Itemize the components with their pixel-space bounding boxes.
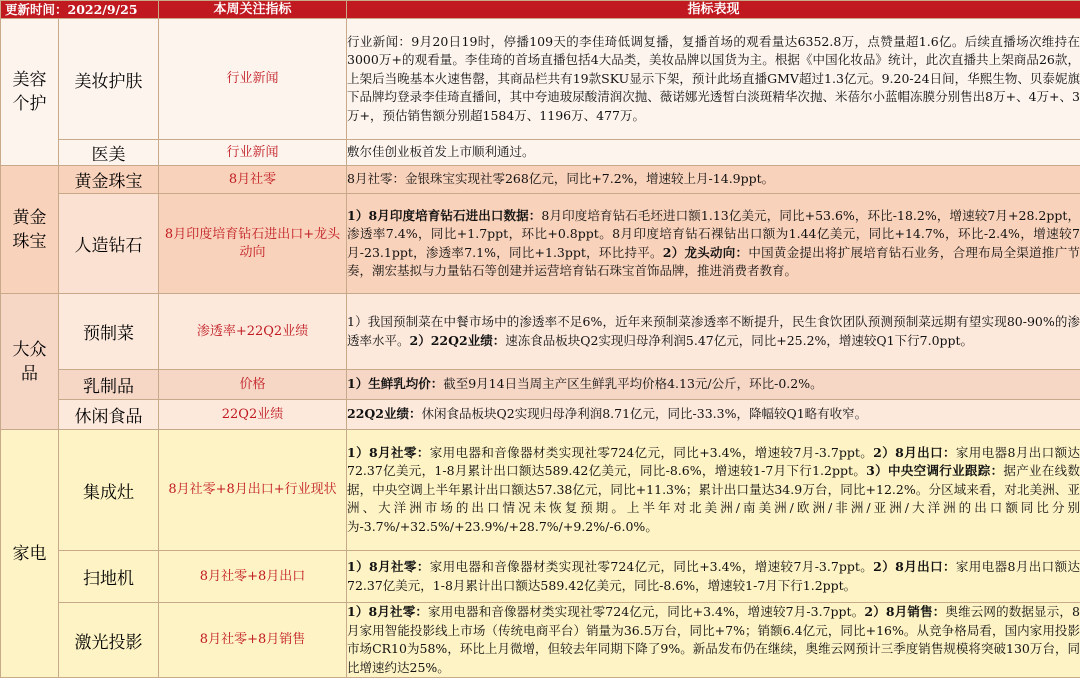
- row-dairy: [1, 370, 1080, 400]
- row-medical-aesthetics: [1, 140, 1080, 166]
- sector-mass-goods: 大众品: [1, 294, 59, 430]
- performance-cell: [347, 551, 1080, 603]
- header-row: [1, 1, 1080, 19]
- sector-appliances: 家电: [1, 430, 59, 678]
- indicator-cell: 8月社零+8月出口: [159, 551, 347, 603]
- performance-cell: [347, 370, 1080, 400]
- point-1-text: 1）我国预制菜在中餐市场中的渗透率不足6%，近年来预制菜渗透率不断提升，民生食饮团队预测预制菜远期有望实现80-90%的渗透率水平。: [347, 314, 1080, 348]
- indicator-cell: 价格: [159, 370, 347, 400]
- point-1-label: 22Q2业绩：: [347, 406, 422, 422]
- focus-indicator-header: 本周关注指标: [159, 1, 347, 19]
- indicator-cell: 渗透率+22Q2业绩: [159, 294, 347, 370]
- point-3-label: 3）中央空调行业跟踪：: [866, 463, 1004, 479]
- sector-beauty: 美容个护: [1, 19, 59, 166]
- point-2-text: 速冻食品板块Q2实现归母净利润5.47亿元，同比+25.2%，增速较Q1下行7.0ppt。: [505, 332, 974, 348]
- point-2-label: 2）8月出口：: [873, 444, 956, 460]
- sub-category-cell: 黄金珠宝: [59, 166, 159, 194]
- point-1-text: 8月印度培育钻石毛坯进口额1.13亿美元，同比+53.6%，环比-18.2%，增速较7月+28.2ppt，渗透率7.4%，同比+1.7ppt，环比+0.8ppt。8月印度培育钻石裸钻出口额为1.44亿美元，同比+14.7%，环比-2.4%，增速较7月-23.1ppt，渗透率7.1%，同比+1.3ppt，环比持平。: [347, 207, 1080, 260]
- row-integrated-stove: [1, 430, 1080, 551]
- row-prepared-dishes: [1, 294, 1080, 370]
- sub-category-cell: 扫地机: [59, 551, 159, 603]
- point-1-label: 1）8月社零：: [347, 604, 429, 619]
- sub-category-cell: 人造钻石: [59, 194, 159, 294]
- row-beauty-skincare: [1, 19, 1080, 140]
- indicator-cell: 8月印度培育钻石进出口+龙头动向: [159, 194, 347, 294]
- sector-jewelry: 黄金珠宝: [1, 166, 59, 294]
- row-gold-jewelry: [1, 166, 1080, 194]
- sub-category-cell: 医美: [59, 140, 159, 166]
- sub-category-cell: 预制菜: [59, 294, 159, 370]
- point-1-label: 1）生鲜乳均价：: [347, 376, 444, 392]
- point-1-text: 截至9月14日当周主产区生鲜乳平均价格4.13元/公斤，环比-0.2%。: [443, 376, 823, 392]
- indicator-cell: 行业新闻: [159, 19, 347, 140]
- performance-cell: 行业新闻：9月20日19时，停播109天的李佳琦低调复播，复播首场的观看量达6352.8万，点赞量超1.6亿。后续直播场次维持在3000万+的观看量。李佳琦的首场直播包括4大品类，美妆品牌以国货为主。根据《中国化妆品》统计，此次直播共上架商品26款，上架后当晚基本火速售罄，其商品栏共有19款SKU显示下架，预计此场直播GMV超过1.3亿元。9.20-24日间，华熙生物、贝泰妮旗下品牌均登录李佳琦直播间，其中夸迪玻尿酸清润次抛、薇诺娜光透皙白淡斑精华次抛、米蓓尔小蓝帽冻膜分别售出8万+、4万+、3万+，预估销售额分别超1584万、1196万、477万。: [347, 19, 1080, 140]
- point-2-label: 2）龙头动向：: [662, 244, 749, 260]
- point-2-text: 奥维云网的数据显示，8月家用智能投影线上市场（传统电商平台）销量为36.5万台，同比+7%；销额6.4亿元，同比+16%。从竞争格局看，国内家用投影市场CR10为58%，环比上月微增，但较去年同期下降了9%。新品发布仍在继续，奥维云网预计三季度销售规模将突破130万台，同比增速约达25%。: [347, 604, 1080, 675]
- performance-cell: [347, 400, 1080, 430]
- point-1-text: 休闲食品板块Q2实现归母净利润8.71亿元，同比-33.3%，降幅较Q1略有收窄。: [421, 406, 868, 422]
- point-2-text: 家用电器8月出口额达72.37亿美元，1-8月累计出口额达589.42亿美元，同比-8.6%，增速较1-7月下行1.2ppt。: [347, 444, 1080, 479]
- point-1-text: 家用电器和音像器材类实现社零724亿元，同比+3.4%，增速较7月-3.7ppt。: [429, 559, 874, 574]
- point-2-label: 2）22Q2业绩：: [409, 332, 506, 348]
- performance-cell: 敷尔佳创业板首发上市顺利通过。: [347, 140, 1080, 166]
- indicator-cell: 8月社零+8月出口+行业现状: [159, 430, 347, 551]
- performance-cell: [347, 294, 1080, 370]
- point-1-label: 1）8月社零：: [347, 444, 430, 460]
- point-2-text: 中国黄金提出将扩展培育钻石业务，合理布局全渠道推广节奏，潮宏基拟与力量钻石等创建并运营培育钻石珠宝首饰品牌，推进消费者教育。: [347, 244, 1080, 278]
- sub-category-cell: 激光投影: [59, 603, 159, 678]
- point-2-text: 家用电器8月出口额达72.37亿美元，1-8月累计出口额达589.42亿美元，同比-8.6%，增速较1-7月下行1.2ppt。: [347, 559, 1080, 593]
- performance-cell: 8月社零：金银珠宝实现社零268亿元，同比+7.2%，增速较上月-14.9ppt。: [347, 166, 1080, 194]
- point-1-text: 家用电器和音像器材类实现社零724亿元，同比+3.4%，增速较7月-3.7ppt。: [429, 444, 874, 460]
- row-laser-projection: [1, 603, 1080, 678]
- point-1-label: 1）8月社零：: [347, 559, 430, 574]
- sub-category-cell: 乳制品: [59, 370, 159, 400]
- point-3-text: 据产业在线数据，中央空调上半年累计出口额达57.38亿元，同比+11.3%；累计出口量达34.9万台，同比+12.2%。分区域来看，对北美洲、亚洲、大洋洲市场的出口情况未恢复预期。上半年对北美洲/南美洲/欧洲/非洲/亚洲/大洋洲的出口额同比分别为-3.7%/+32.5%/+23.9%/+28.7%/+9.2%/-6.0%。: [347, 463, 1080, 534]
- performance-cell: [347, 194, 1080, 294]
- performance-header: 指标表现: [347, 1, 1080, 19]
- indicator-cell: 行业新闻: [159, 140, 347, 166]
- row-robot-vacuum: [1, 551, 1080, 603]
- row-lab-diamond: [1, 194, 1080, 294]
- indicator-cell: 22Q2业绩: [159, 400, 347, 430]
- sub-category-cell: 美妆护肤: [59, 19, 159, 140]
- point-2-label: 2）8月销售：: [864, 604, 946, 619]
- indicator-cell: 8月社零+8月销售: [159, 603, 347, 678]
- performance-cell: [347, 603, 1080, 678]
- row-snacks: [1, 400, 1080, 430]
- point-2-label: 2）8月出口：: [873, 559, 956, 574]
- point-1-label: 1）8月印度培育钻石进出口数据：: [347, 207, 542, 223]
- indicator-cell: 8月社零: [159, 166, 347, 194]
- sub-category-cell: 集成灶: [59, 430, 159, 551]
- point-1-text: 家用电器和音像器材类实现社零724亿元，同比+3.4%，增速较7月-3.7ppt。: [428, 604, 865, 619]
- performance-cell: [347, 430, 1080, 551]
- sub-category-cell: 休闲食品: [59, 400, 159, 430]
- update-time-header: 更新时间：2022/9/25: [1, 1, 159, 19]
